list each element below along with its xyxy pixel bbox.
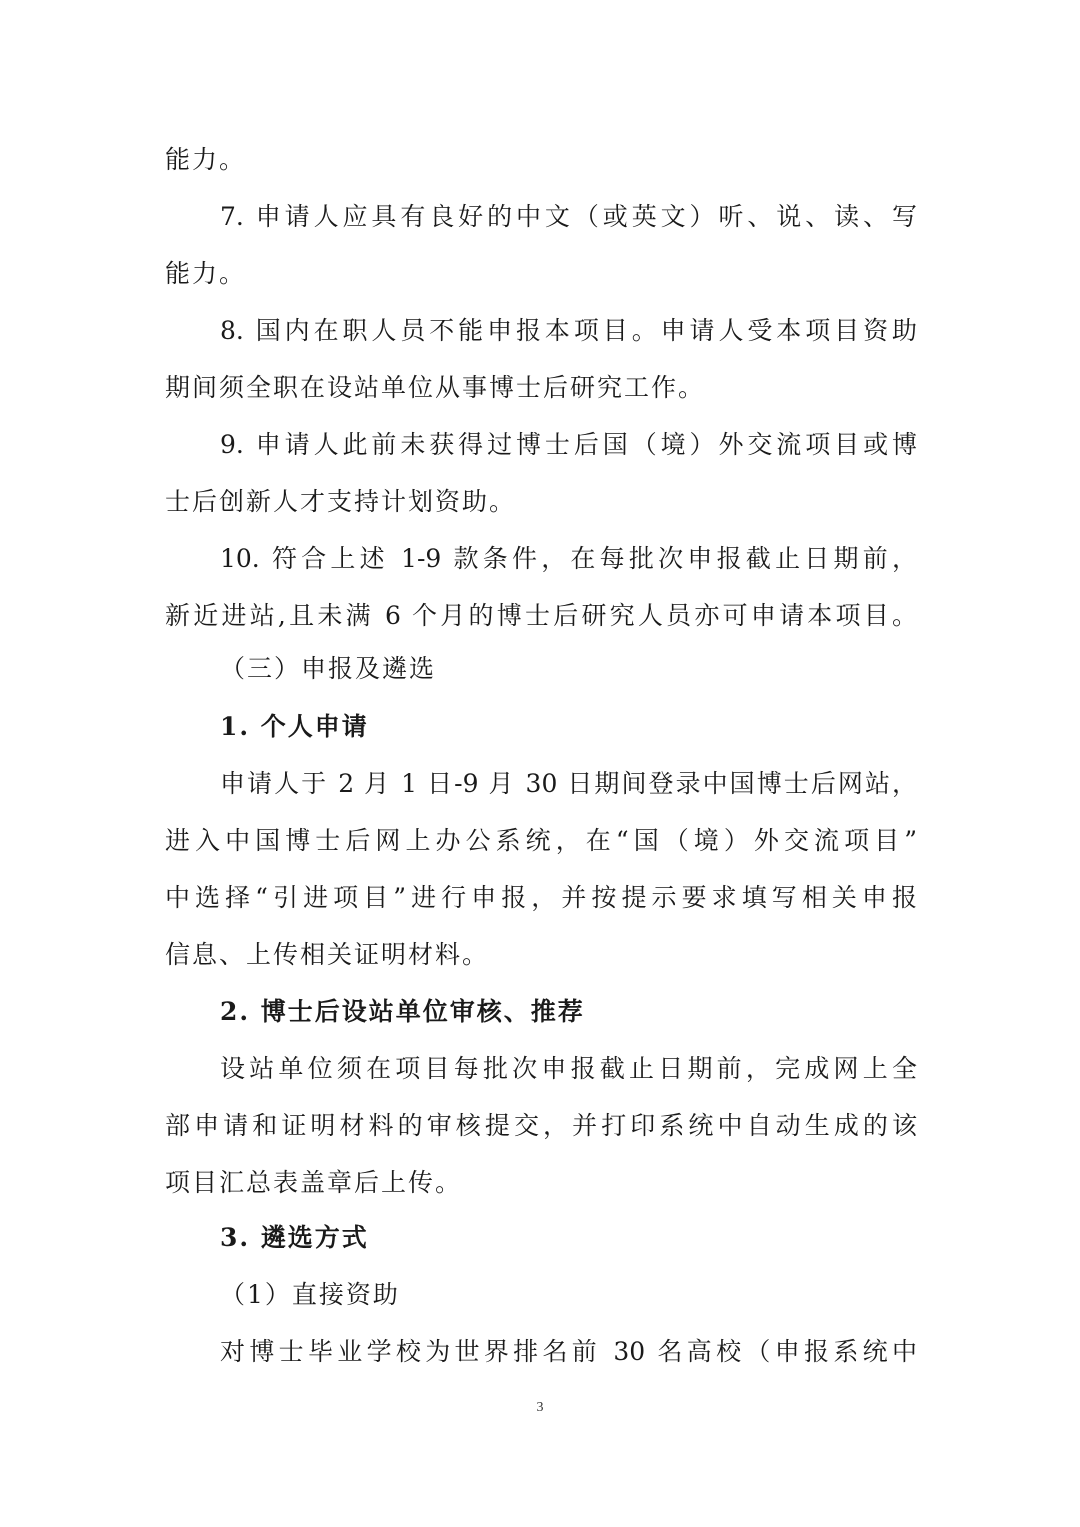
paragraph-line: 对博士毕业学校为世界排名前 30 名高校（申报系统中: [220, 1337, 917, 1366]
paragraph-line: 项目汇总表盖章后上传。: [165, 1168, 463, 1197]
paragraph-line: 设站单位须在项目每批次申报截止日期前，完成网上全: [220, 1054, 917, 1083]
page-number: 3: [536, 1400, 544, 1415]
paragraph-line: 信息、上传相关证明材料。: [165, 940, 490, 969]
paragraph-line: 10. 符合上述 1-9 款条件，在每批次申报截止日期前，: [220, 544, 917, 573]
sub-item-heading: （1）直接资助: [220, 1280, 400, 1309]
paragraph-line: 能力。: [165, 145, 247, 174]
paragraph-line: 申请人于 2 月 1 日-9 月 30 日期间登录中国博士后网站，: [220, 769, 917, 798]
paragraph-line: 8. 国内在职人员不能申报本项目。申请人受本项目资助: [220, 316, 917, 345]
paragraph-line: 中选择“引进项目”进行申报，并按提示要求填写相关申报: [165, 883, 917, 912]
paragraph-line: 能力。: [165, 259, 247, 288]
subsection-heading: 1. 个人申请: [220, 712, 369, 741]
subsection-heading: 2. 博士后设站单位审核、推荐: [220, 997, 585, 1026]
paragraph-line: 士后创新人才支持计划资助。: [165, 487, 517, 516]
paragraph-line: 进入中国博士后网上办公系统，在“国（境）外交流项目”: [165, 826, 917, 855]
paragraph-line: 部申请和证明材料的审核提交，并打印系统中自动生成的该: [165, 1111, 917, 1140]
subsection-heading: 3. 遴选方式: [220, 1223, 369, 1252]
section-heading: （三）申报及遴选: [220, 654, 437, 683]
paragraph-line: 新近进站,且未满 6 个月的博士后研究人员亦可申请本项目。: [165, 601, 917, 630]
paragraph-line: 期间须全职在设站单位从事博士后研究工作。: [165, 373, 706, 402]
paragraph-line: 7. 申请人应具有良好的中文（或英文）听、说、读、写: [220, 202, 917, 231]
paragraph-line: 9. 申请人此前未获得过博士后国（境）外交流项目或博: [220, 430, 917, 459]
